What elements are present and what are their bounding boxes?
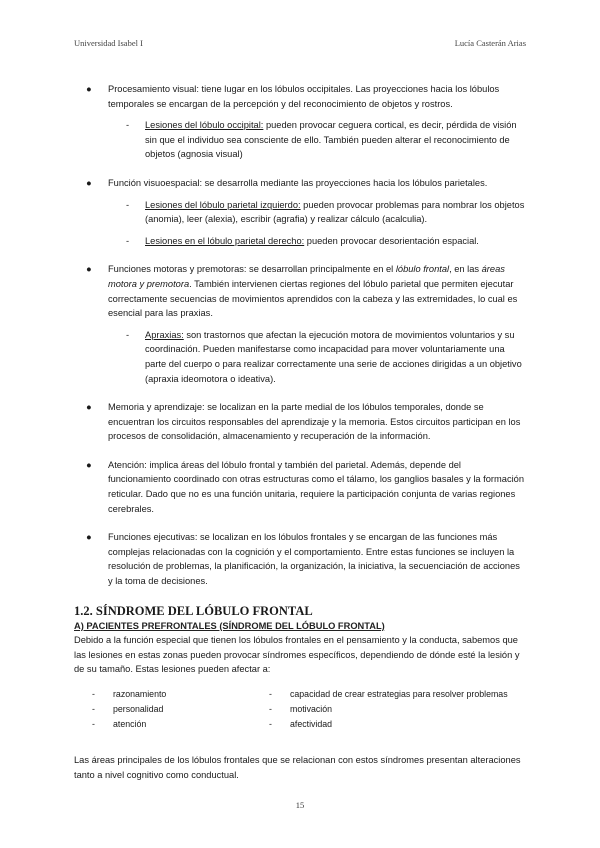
sub-item-text: son trastornos que afectan la ejecución motora de movimientos voluntarios y su coordinación. Pueden manifestarse como incapacidad para mover voluntariamente una parte del cuerpo o para realizar correctamente una serie de acciones dirigidas a un objetivo (apraxia ideomotora o ideativa). bbox=[145, 329, 522, 384]
bullet-item bbox=[74, 400, 526, 444]
bullet-item bbox=[74, 82, 526, 162]
dash-icon: - bbox=[126, 329, 130, 340]
affected-list bbox=[74, 687, 526, 733]
sub-item bbox=[108, 118, 526, 162]
sub-item-text: pueden provocar ceguera cortical, es decir, pérdida de visión sin que el individuo sea consciente de ello. También pueden alterar el reconocimiento de objetos (agnosia visual) bbox=[145, 120, 517, 160]
sub-item-text: pueden provocar problemas para nombrar los objetos (anomia), leer (alexia), escribir (agrafia) y realizar cálculo (acalculia). bbox=[145, 199, 525, 225]
bullet-icon: ● bbox=[86, 177, 92, 188]
bullet-icon: ● bbox=[86, 459, 92, 470]
list-item: - capacidad de crear estrategias para resolver problemas bbox=[269, 687, 508, 702]
bullet-text: Funciones motoras y premotoras: se desarrollan principalmente en el lóbulo frontal, en las áreas motora y premotora. También intervienen ciertas regiones del lóbulo parietal que permiten ejecutar correctamente secuencias de movimientos aprendidos con la cabeza y las extremidades, lo cual es esencial para las praxias. bbox=[108, 264, 518, 319]
dash-icon: - bbox=[269, 689, 272, 699]
list-item: - motivación bbox=[269, 702, 508, 717]
bullet-item bbox=[74, 262, 526, 386]
page-number: 15 bbox=[295, 800, 305, 810]
list-column-right bbox=[269, 687, 508, 732]
dash-icon: - bbox=[92, 719, 95, 729]
bullet-text: Procesamiento visual: tiene lugar en los lóbulos occipitales. Las proyecciones hacia los lóbulos temporales se encargan de la percepción y del reconocimiento de objetos y rostros. bbox=[108, 84, 500, 109]
dash-icon: - bbox=[92, 689, 95, 699]
sub-item bbox=[108, 328, 526, 386]
section-intro: Debido a la función especial que tienen los lóbulos frontales en el pensamiento y la conducta, sabemos que las lesiones en estas zonas pueden provocar síndromes específicos, dependiendo de dónde esté la lesión y de su tamaño. Estas lesiones pueden afectar a: bbox=[74, 635, 520, 675]
sub-item-label: Lesiones en el lóbulo parietal derecho: bbox=[145, 235, 305, 246]
list-item: - personalidad bbox=[92, 702, 166, 717]
bullet-icon: ● bbox=[86, 264, 92, 275]
sub-item-label: Lesiones del lóbulo occipital: bbox=[145, 120, 264, 131]
bullet-text: Funciones ejecutivas: se localizan en los lóbulos frontales y se encargan de las funciones más complejas relacionadas con la cognición y el comportamiento. Entre estas funciones se incluyen la resolución de problemas, la planificación, la organización, la iniciativa, la secuenciación de acciones y la toma de decisiones. bbox=[108, 532, 520, 587]
dash-icon: - bbox=[269, 704, 272, 714]
closing-paragraph: Las áreas principales de los lóbulos frontales que se relacionan con estos síndromes presentan alteraciones tanto a nivel cognitivo como conductual. bbox=[74, 755, 521, 780]
page-content bbox=[74, 82, 526, 782]
bullet-text: Memoria y aprendizaje: se localizan en la parte medial de los lóbulos temporales, donde se encuentran los circuitos responsables del aprendizaje y la memoria. Estos circuitos participan en los procesos de consolidación, almacenamiento y recuperación de la información. bbox=[108, 402, 521, 442]
dash-icon: - bbox=[126, 120, 130, 131]
header-left: Universidad Isabel I bbox=[74, 38, 143, 48]
bullet-item bbox=[74, 176, 526, 248]
bullet-text: Función visuoespacial: se desarrolla mediante las proyecciones hacia los lóbulos parietales. bbox=[108, 177, 488, 188]
sub-item-text: pueden provocar desorientación espacial. bbox=[304, 235, 479, 246]
section-title: 1.2. SÍNDROME DEL LÓBULO FRONTAL bbox=[74, 603, 313, 618]
bullet-item bbox=[74, 458, 526, 516]
sub-item bbox=[108, 234, 526, 249]
list-item: - atención bbox=[92, 717, 166, 732]
sub-item bbox=[108, 198, 526, 227]
sub-item-label: Lesiones del lóbulo parietal izquierdo: bbox=[145, 199, 301, 210]
header-right: Lucía Casterán Arias bbox=[454, 38, 526, 48]
bullet-text: Atención: implica áreas del lóbulo frontal y también del parietal. Además, depende del funcionamiento coordinado con otras estructuras como el tálamo, los ganglios basales y la formación reticular. Dado que no es una función unitaria, requiere la participación conjunta de varias regiones cerebrales. bbox=[108, 459, 524, 514]
list-column-left bbox=[92, 687, 166, 732]
list-item: - afectividad bbox=[269, 717, 508, 732]
list-item: - razonamiento bbox=[92, 687, 166, 702]
bullet-icon: ● bbox=[86, 532, 92, 543]
sub-item-label: Apraxias: bbox=[145, 329, 184, 340]
dash-icon: - bbox=[126, 235, 130, 246]
section-subtitle: A) PACIENTES PREFRONTALES (SÍNDROME DEL LÓBULO FRONTAL) bbox=[74, 620, 385, 631]
dash-icon: - bbox=[92, 704, 95, 714]
bullet-icon: ● bbox=[86, 402, 92, 413]
dash-icon: - bbox=[126, 199, 130, 210]
dash-icon: - bbox=[269, 719, 272, 729]
bullet-icon: ● bbox=[86, 84, 92, 94]
bullet-item bbox=[74, 530, 526, 588]
